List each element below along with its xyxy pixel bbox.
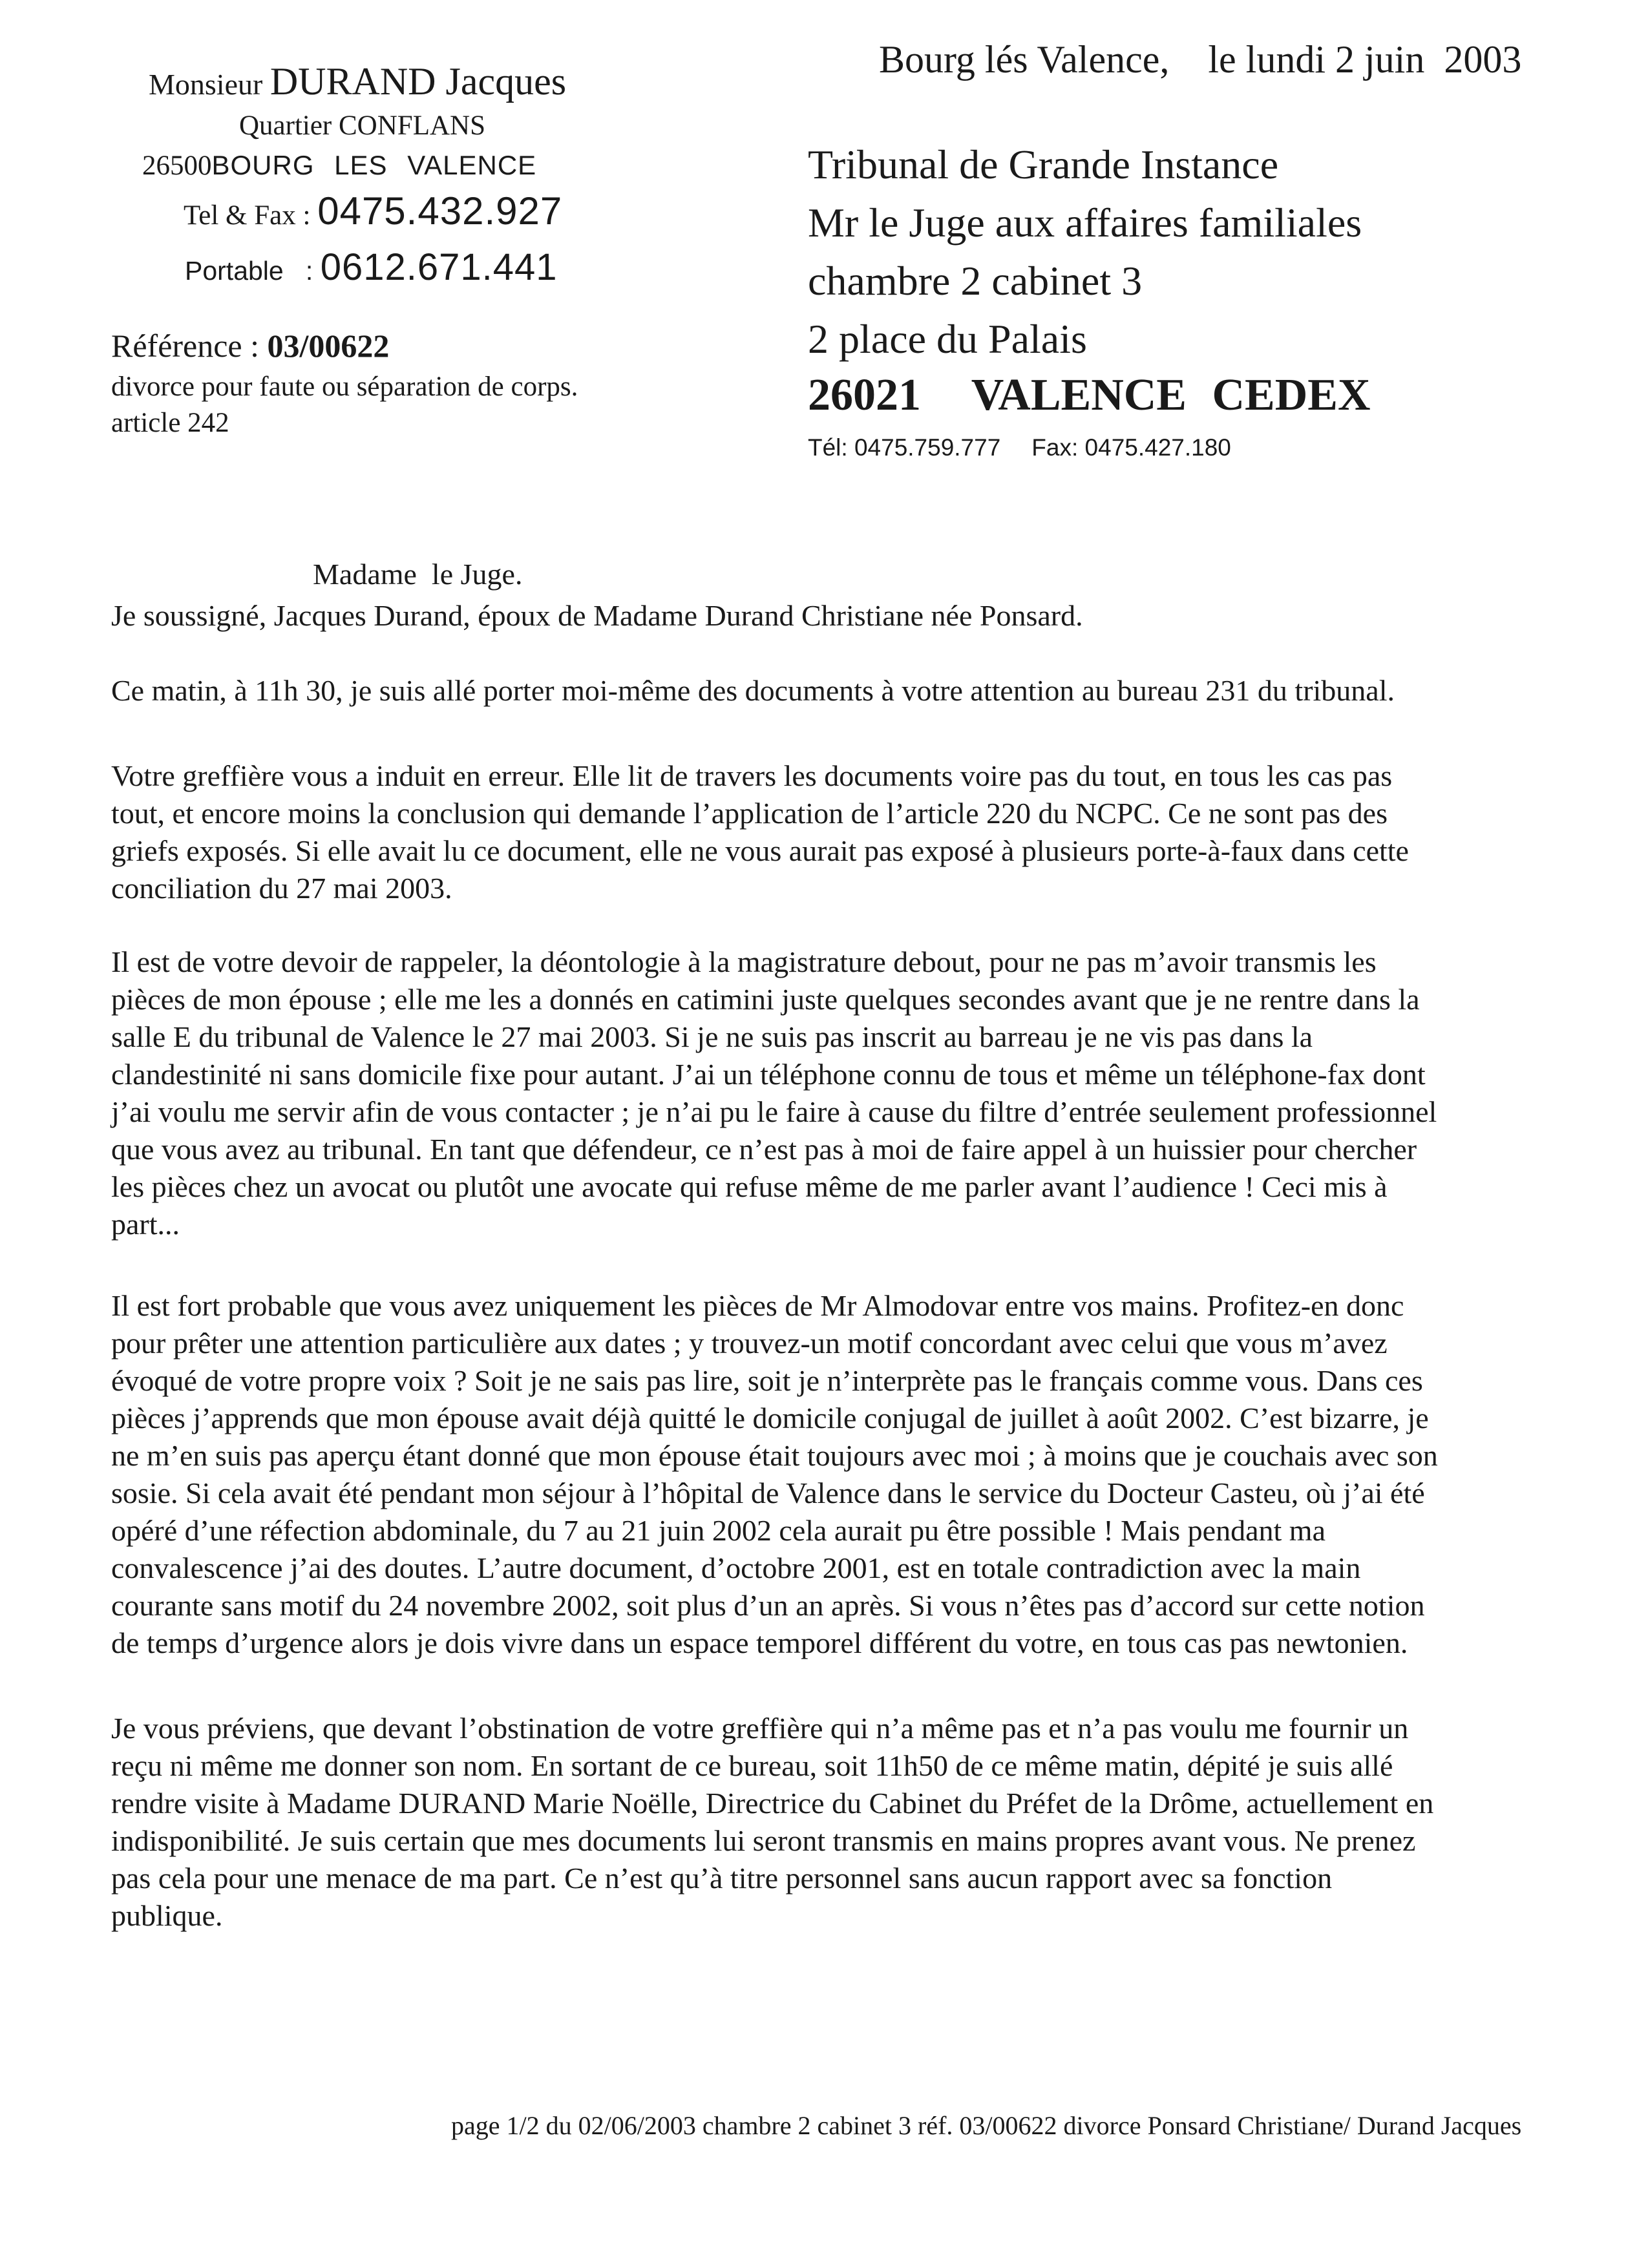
sender-portable-number: 0612.671.441 bbox=[320, 246, 558, 288]
paragraph-line: sosie. Si cela avait été pendant mon séjour à l’hôpital de Valence dans le service du Docteur Casteu, où j’ai été bbox=[111, 1476, 1425, 1509]
sender-tel-label: Tel & Fax : bbox=[184, 200, 311, 231]
recipient-line-5: 26021 VALENCE CEDEX bbox=[808, 370, 1371, 420]
paragraph-line: Il est fort probable que vous avez uniquement les pièces de Mr Almodovar entre vos mains. Profitez-en donc bbox=[111, 1289, 1404, 1322]
paragraph-line: j’ai voulu me servir afin de vous contacter ; je n’ai pu le faire à cause du filtre d’entrée seulement professionnel bbox=[111, 1095, 1437, 1128]
sender-portable bbox=[185, 246, 558, 289]
sender-city-name: BOURG LES VALENCE bbox=[211, 150, 537, 180]
paragraph-line: Il est de votre devoir de rappeler, la déontologie à la magistrature debout, pour ne pas m’avoir transmis les bbox=[111, 945, 1377, 978]
sender-city bbox=[142, 150, 536, 182]
recipient-line-3: chambre 2 cabinet 3 bbox=[808, 258, 1143, 304]
paragraph-line: que vous avez au tribunal. En tant que défendeur, ce n’est pas à moi de faire appel à un huissier pour chercher bbox=[111, 1133, 1417, 1166]
intro-line: Je soussigné, Jacques Durand, époux de Madame Durand Christiane née Ponsard. bbox=[111, 599, 1083, 632]
paragraph-line: salle E du tribunal de Valence le 27 mai 2003. Si je ne suis pas inscrit au barreau je ne vis pas dans la bbox=[111, 1020, 1313, 1053]
paragraph-line: clandestinité ni sans domicile fixe pour autant. J’ai un téléphone connu de tous et même un téléphone-fax dont bbox=[111, 1058, 1426, 1091]
recipient-line-4: 2 place du Palais bbox=[808, 316, 1087, 362]
reference-article: article 242 bbox=[111, 408, 229, 438]
page-footer: page 1/2 du 02/06/2003 chambre 2 cabinet 3 réf. 03/00622 divorce Ponsard Christiane/ Durand Jacques bbox=[451, 2111, 1522, 2140]
recipient-line-2: Mr le Juge aux affaires familiales bbox=[808, 200, 1362, 246]
paragraph-line: de temps d’urgence alors je dois vivre dans un espace temporel différent du votre, en tous cas pas newtonien. bbox=[111, 1626, 1408, 1659]
paragraph-line: griefs exposés. Si elle avait lu ce document, elle ne vous aurait pas exposé à plusieurs porte-à-faux dans cette bbox=[111, 834, 1409, 867]
paragraph-3 bbox=[111, 943, 1572, 1243]
sender-portable-label: Portable bbox=[185, 256, 284, 286]
reference-label: Référence : bbox=[111, 328, 260, 364]
sender-quartier: Quartier CONFLANS bbox=[239, 110, 485, 141]
reference bbox=[111, 327, 389, 364]
paragraph-line: pièces de mon épouse ; elle me les a donnés en catimini juste quelques secondes avant que je ne rentre dans la bbox=[111, 983, 1420, 1016]
paragraph-2 bbox=[111, 757, 1572, 907]
paragraph-line: indisponibilité. Je suis certain que mes documents lui seront transmis en mains propres avant vous. Ne prenez bbox=[111, 1824, 1416, 1857]
paragraph-line: pas cela pour une menace de ma part. Ce n’est qu’à titre personnel sans aucun rapport avec sa fonction bbox=[111, 1862, 1333, 1895]
sender-portable-sep: : bbox=[305, 256, 313, 286]
recipient-tel: Tél: 0475.759.777 bbox=[808, 434, 1001, 461]
sender-title: Monsieur bbox=[149, 68, 263, 101]
paragraph-line: Votre greffière vous a induit en erreur. Elle lit de travers les documents voire pas du tout, en tous les cas pas bbox=[111, 759, 1393, 792]
sender-fullname: DURAND Jacques bbox=[269, 60, 567, 103]
paragraph-line: Ce matin, à 11h 30, je suis allé porter moi-même des documents à votre attention au bureau 231 du tribunal. bbox=[111, 674, 1395, 707]
reference-number: 03/00622 bbox=[267, 328, 390, 364]
salutation: Madame le Juge. bbox=[313, 558, 523, 591]
paragraph-line: publique. bbox=[111, 1899, 223, 1932]
sender-tel bbox=[184, 189, 562, 233]
sender-postcode: 26500 bbox=[142, 151, 212, 181]
paragraph-line: pièces j’apprends que mon épouse avait déjà quitté le domicile conjugal de juillet à août 2002. C’est bizarre, je bbox=[111, 1402, 1429, 1434]
reference-subject: divorce pour faute ou séparation de corps. bbox=[111, 372, 578, 402]
paragraph-line: tout, et encore moins la conclusion qui demande l’application de l’article 220 du NCPC. Ce ne sont pas des bbox=[111, 797, 1388, 830]
recipient-fax: Fax: 0475.427.180 bbox=[1031, 434, 1231, 461]
paragraph-line: les pièces chez un avocat ou plutôt une avocate qui refuse même de me parler avant l’audience ! Ceci mis à bbox=[111, 1170, 1388, 1203]
paragraph-4 bbox=[111, 1287, 1572, 1662]
paragraph-line: reçu ni même me donner son nom. En sortant de ce bureau, soit 11h50 de ce même matin, dépité je suis allé bbox=[111, 1749, 1393, 1782]
sender-name bbox=[149, 59, 566, 104]
paragraph-line: convalescence j’ai des doutes. L’autre document, d’octobre 2001, est en totale contradiction avec la main bbox=[111, 1551, 1361, 1584]
paragraph-line: Je vous préviens, que devant l’obstination de votre greffière qui n’a même pas et n’a pas voulu me fournir un bbox=[111, 1712, 1409, 1745]
paragraph-line: pour prêter une attention particulière aux dates ; y trouvez-un motif concordant avec celui que vous m’avez bbox=[111, 1327, 1388, 1360]
paragraph-1 bbox=[111, 672, 1572, 709]
paragraph-line: conciliation du 27 mai 2003. bbox=[111, 872, 452, 905]
paragraph-line: opéré d’une réfection abdominale, du 7 au 21 juin 2002 cela aurait pu être possible ! Mais pendant ma bbox=[111, 1514, 1326, 1547]
recipient-line-1: Tribunal de Grande Instance bbox=[808, 142, 1279, 187]
paragraph-line: part... bbox=[111, 1208, 180, 1241]
letter-date: Bourg lés Valence, le lundi 2 juin 2003 bbox=[879, 38, 1522, 81]
paragraph-line: évoqué de votre propre voix ? Soit je ne sais pas lire, soit je n’interprète pas le français comme vous. Dans ces bbox=[111, 1364, 1423, 1397]
recipient-contact bbox=[808, 434, 1231, 461]
paragraph-5 bbox=[111, 1710, 1572, 1935]
paragraph-line: rendre visite à Madame DURAND Marie Noëlle, Directrice du Cabinet du Préfet de la Drôme, actuellement en bbox=[111, 1787, 1434, 1820]
paragraph-line: courante sans motif du 24 novembre 2002, soit plus d’un an après. Si vous n’êtes pas d’accord sur cette notion bbox=[111, 1589, 1425, 1622]
sender-tel-number: 0475.432.927 bbox=[317, 189, 563, 233]
paragraph-line: ne m’en suis pas aperçu étant donné que mon épouse était toujours avec moi ; à moins que je couchais avec son bbox=[111, 1439, 1438, 1472]
